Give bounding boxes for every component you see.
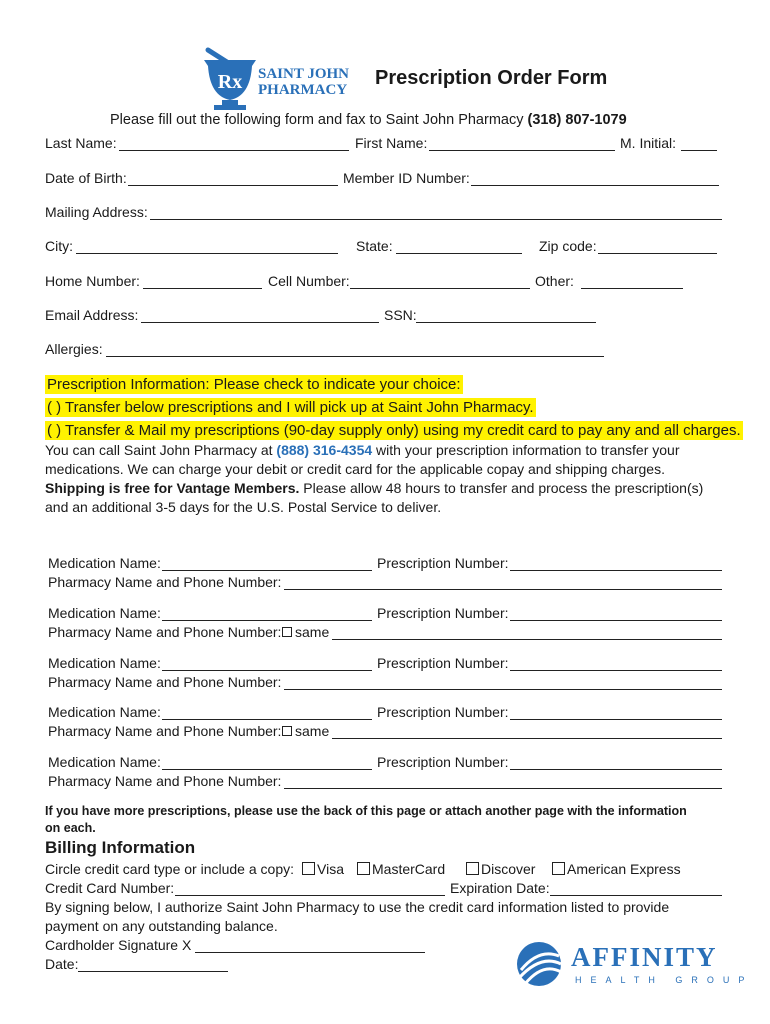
cell-number-label: Cell Number:: [268, 273, 350, 289]
city-label: City:: [45, 238, 73, 254]
transfer-pickup-option[interactable]: ( ) Transfer below prescriptions and I will pick up at Saint John Pharmacy.: [47, 399, 534, 416]
circle-card-text: Circle credit card type or include a copy:: [45, 861, 294, 877]
rx-info-heading: Prescription Information: Please check to indicate your choice:: [47, 376, 461, 393]
state-label: State:: [356, 238, 393, 254]
middle-initial-label: M. Initial:: [620, 135, 677, 151]
discover-label: Discover: [481, 861, 536, 877]
prescription-number-field[interactable]: [510, 570, 722, 571]
visa-label: Visa: [317, 861, 344, 877]
discover-checkbox[interactable]: [466, 862, 479, 875]
billing-heading: Billing Information: [45, 838, 196, 857]
state-field[interactable]: [396, 253, 522, 254]
mastercard-label: MasterCard: [372, 861, 446, 877]
medication-name-field[interactable]: [162, 570, 372, 571]
shipping-info: [45, 480, 703, 496]
email-label: Email Address:: [45, 307, 139, 323]
medication-name-label: Medication Name:: [48, 655, 161, 671]
card-visa[interactable]: [302, 861, 344, 877]
pharmacy-field[interactable]: [284, 788, 722, 789]
prescription-number-label: Prescription Number:: [377, 655, 509, 671]
last-name-label: Last Name:: [45, 135, 117, 151]
dob-label: Date of Birth:: [45, 170, 127, 186]
mortar-pestle-icon: [200, 44, 262, 112]
pharmacy-label: Pharmacy Name and Phone Number:: [48, 773, 282, 789]
saint-john-logo: [200, 44, 370, 112]
allergies-field[interactable]: [106, 356, 604, 357]
same-option[interactable]: [279, 723, 329, 739]
logo-line2: PHARMACY: [258, 82, 348, 98]
more-prescriptions-note-line2: on each.: [45, 821, 96, 835]
home-number-label: Home Number:: [45, 273, 140, 289]
date-label: Date:: [45, 956, 79, 972]
shipping-rest: Please allow 48 hours to transfer and process the prescription(s): [303, 480, 704, 496]
pharmacy-label: Pharmacy Name and Phone Number:: [48, 574, 282, 590]
signature-field[interactable]: [195, 952, 425, 953]
shipping-bold: Shipping is free for Vantage Members.: [45, 480, 300, 496]
pharmacy-label: Pharmacy Name and Phone Number:: [48, 624, 282, 640]
expiration-field[interactable]: [550, 895, 722, 896]
card-amex[interactable]: [552, 861, 681, 877]
expiration-label: Expiration Date:: [450, 880, 550, 896]
affinity-logo: [515, 938, 754, 990]
shipping-info-line2: and an additional 3-5 days for the U.S. Postal Service to deliver.: [45, 499, 442, 515]
signature-label: Cardholder Signature X: [45, 937, 192, 953]
instructions-text: Please fill out the following form and fax to Saint John Pharmacy: [110, 112, 524, 128]
medication-name-label: Medication Name:: [48, 555, 161, 571]
pharmacy-field[interactable]: [332, 738, 722, 739]
mailing-address-field[interactable]: [150, 219, 722, 220]
city-field[interactable]: [76, 253, 338, 254]
call-info-line2: medications. We can charge your debit or credit card for the applicable copay and shipping charges.: [45, 461, 665, 477]
logo-line1: SAINT JOHN: [258, 66, 349, 82]
prescription-number-label: Prescription Number:: [377, 605, 509, 621]
transfer-mail-option[interactable]: ( ) Transfer & Mail my prescriptions (90-day supply only) using my credit card to pay any and all charges.: [47, 422, 741, 439]
same-checkbox[interactable]: [282, 627, 292, 637]
affinity-name: AFFINITY: [571, 942, 718, 972]
card-discover[interactable]: [466, 861, 535, 877]
prescription-number-field[interactable]: [510, 670, 722, 671]
dob-field[interactable]: [128, 185, 338, 186]
date-field[interactable]: [78, 971, 228, 972]
other-label: Other:: [535, 273, 574, 289]
card-number-field[interactable]: [175, 895, 445, 896]
rx-logo-text: Rx: [217, 71, 243, 93]
ssn-field[interactable]: [416, 322, 596, 323]
zip-field[interactable]: [598, 253, 717, 254]
middle-initial-field[interactable]: [681, 150, 717, 151]
pharmacy-field[interactable]: [284, 689, 722, 690]
prescription-number-label: Prescription Number:: [377, 754, 509, 770]
email-field[interactable]: [141, 322, 379, 323]
call-prefix: You can call Saint John Pharmacy at: [45, 442, 273, 458]
amex-label: American Express: [567, 861, 681, 877]
authorization-text-line2: payment on any outstanding balance.: [45, 918, 278, 934]
ssn-label: SSN:: [384, 307, 417, 323]
same-label: same: [295, 624, 330, 640]
other-field[interactable]: [581, 288, 683, 289]
cell-number-field[interactable]: [350, 288, 530, 289]
member-id-label: Member ID Number:: [343, 170, 470, 186]
first-name-label: First Name:: [355, 135, 428, 151]
affinity-sub: HEALTH GROUP: [575, 975, 754, 985]
pharmacy-field[interactable]: [332, 639, 722, 640]
card-number-label: Credit Card Number:: [45, 880, 175, 896]
medication-name-label: Medication Name:: [48, 704, 161, 720]
pharmacy-label: Pharmacy Name and Phone Number:: [48, 723, 282, 739]
last-name-field[interactable]: [119, 150, 349, 151]
mailing-address-label: Mailing Address:: [45, 204, 148, 220]
pharmacy-field[interactable]: [284, 589, 722, 590]
prescription-number-field[interactable]: [510, 769, 722, 770]
authorization-text: By signing below, I authorize Saint John Pharmacy to use the credit card information listed to provide: [45, 899, 670, 915]
medication-name-label: Medication Name:: [48, 754, 161, 770]
medication-name-field[interactable]: [162, 769, 372, 770]
call-number: (888) 316-4354: [276, 442, 373, 458]
member-id-field[interactable]: [471, 185, 719, 186]
medication-name-label: Medication Name:: [48, 605, 161, 621]
same-label: same: [295, 723, 330, 739]
page-title: Prescription Order Form: [375, 67, 608, 89]
more-prescriptions-note: If you have more prescriptions, please use the back of this page or attach another page with the information: [45, 804, 687, 818]
same-option[interactable]: [279, 624, 329, 640]
fax-number: (318) 807-1079: [527, 112, 627, 128]
medication-name-field[interactable]: [162, 670, 372, 671]
card-type-row: [45, 861, 294, 877]
instructions: [110, 112, 627, 128]
prescription-number-label: Prescription Number:: [377, 555, 509, 571]
prescription-number-field[interactable]: [510, 719, 722, 720]
medication-name-field[interactable]: [162, 620, 372, 621]
amex-checkbox[interactable]: [552, 862, 565, 875]
call-info: [45, 442, 680, 458]
zip-label: Zip code:: [539, 238, 597, 254]
home-number-field[interactable]: [143, 288, 262, 289]
card-mastercard[interactable]: [357, 861, 445, 877]
mastercard-checkbox[interactable]: [357, 862, 370, 875]
pharmacy-label: Pharmacy Name and Phone Number:: [48, 674, 282, 690]
call-suffix: with your prescription information to transfer your: [376, 442, 680, 458]
globe-icon: [515, 940, 563, 988]
medication-name-field[interactable]: [162, 719, 372, 720]
first-name-field[interactable]: [429, 150, 615, 151]
same-checkbox[interactable]: [282, 726, 292, 736]
prescription-number-label: Prescription Number:: [377, 704, 509, 720]
visa-checkbox[interactable]: [302, 862, 315, 875]
allergies-label: Allergies:: [45, 341, 103, 357]
prescription-number-field[interactable]: [510, 620, 722, 621]
